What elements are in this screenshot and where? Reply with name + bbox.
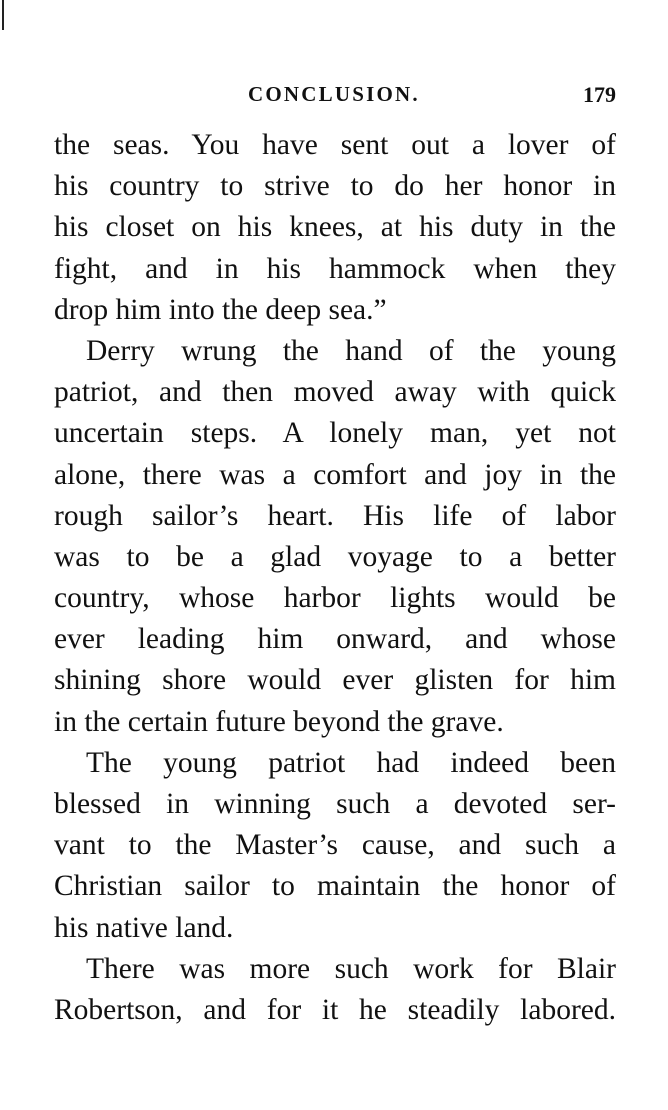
text-line: shining shore would ever glisten for him — [54, 664, 616, 697]
text-line: his native land. — [54, 911, 234, 944]
text-line: vant to the Master’s cause, and such a — [54, 829, 616, 862]
text-line: rough sailor’s heart. His life of labor — [54, 499, 616, 532]
text-line: his country to strive to do her honor in — [54, 170, 616, 203]
running-title: CONCLUSION. — [248, 82, 420, 106]
text-line: blessed in winning such a devoted ser- — [54, 788, 616, 820]
text-line: his closet on his knees, at his duty in the — [54, 211, 616, 244]
text-line: alone, there was a comfort and joy in the — [54, 458, 616, 491]
text-line: in the certain future beyond the grave. — [54, 705, 504, 738]
text-line: There was more such work for Blair — [86, 952, 616, 985]
running-head — [54, 82, 616, 112]
text-line: the seas. You have sent out a lover of — [54, 129, 616, 161]
text-line: Derry wrung the hand of the young — [86, 334, 616, 367]
text-line: Christian sailor to maintain the honor of — [54, 870, 616, 903]
text-line: patriot, and then moved away with quick — [54, 376, 616, 409]
text-line: drop him into the deep sea.” — [54, 293, 387, 326]
text-line: country, whose harbor lights would be — [54, 582, 616, 615]
page-edge-mark — [2, 0, 4, 30]
text-line: The young patriot had indeed been — [86, 746, 616, 779]
text-line: Robertson, and for it he steadily labored. — [54, 993, 616, 1026]
text-line: was to be a glad voyage to a better — [54, 540, 616, 573]
body-text — [54, 125, 616, 1031]
text-line: uncertain steps. A lonely man, yet not — [54, 417, 616, 450]
text-line: fight, and in his hammock when they — [54, 252, 616, 285]
page-number: 179 — [583, 82, 616, 107]
text-line: ever leading him onward, and whose — [54, 623, 616, 656]
